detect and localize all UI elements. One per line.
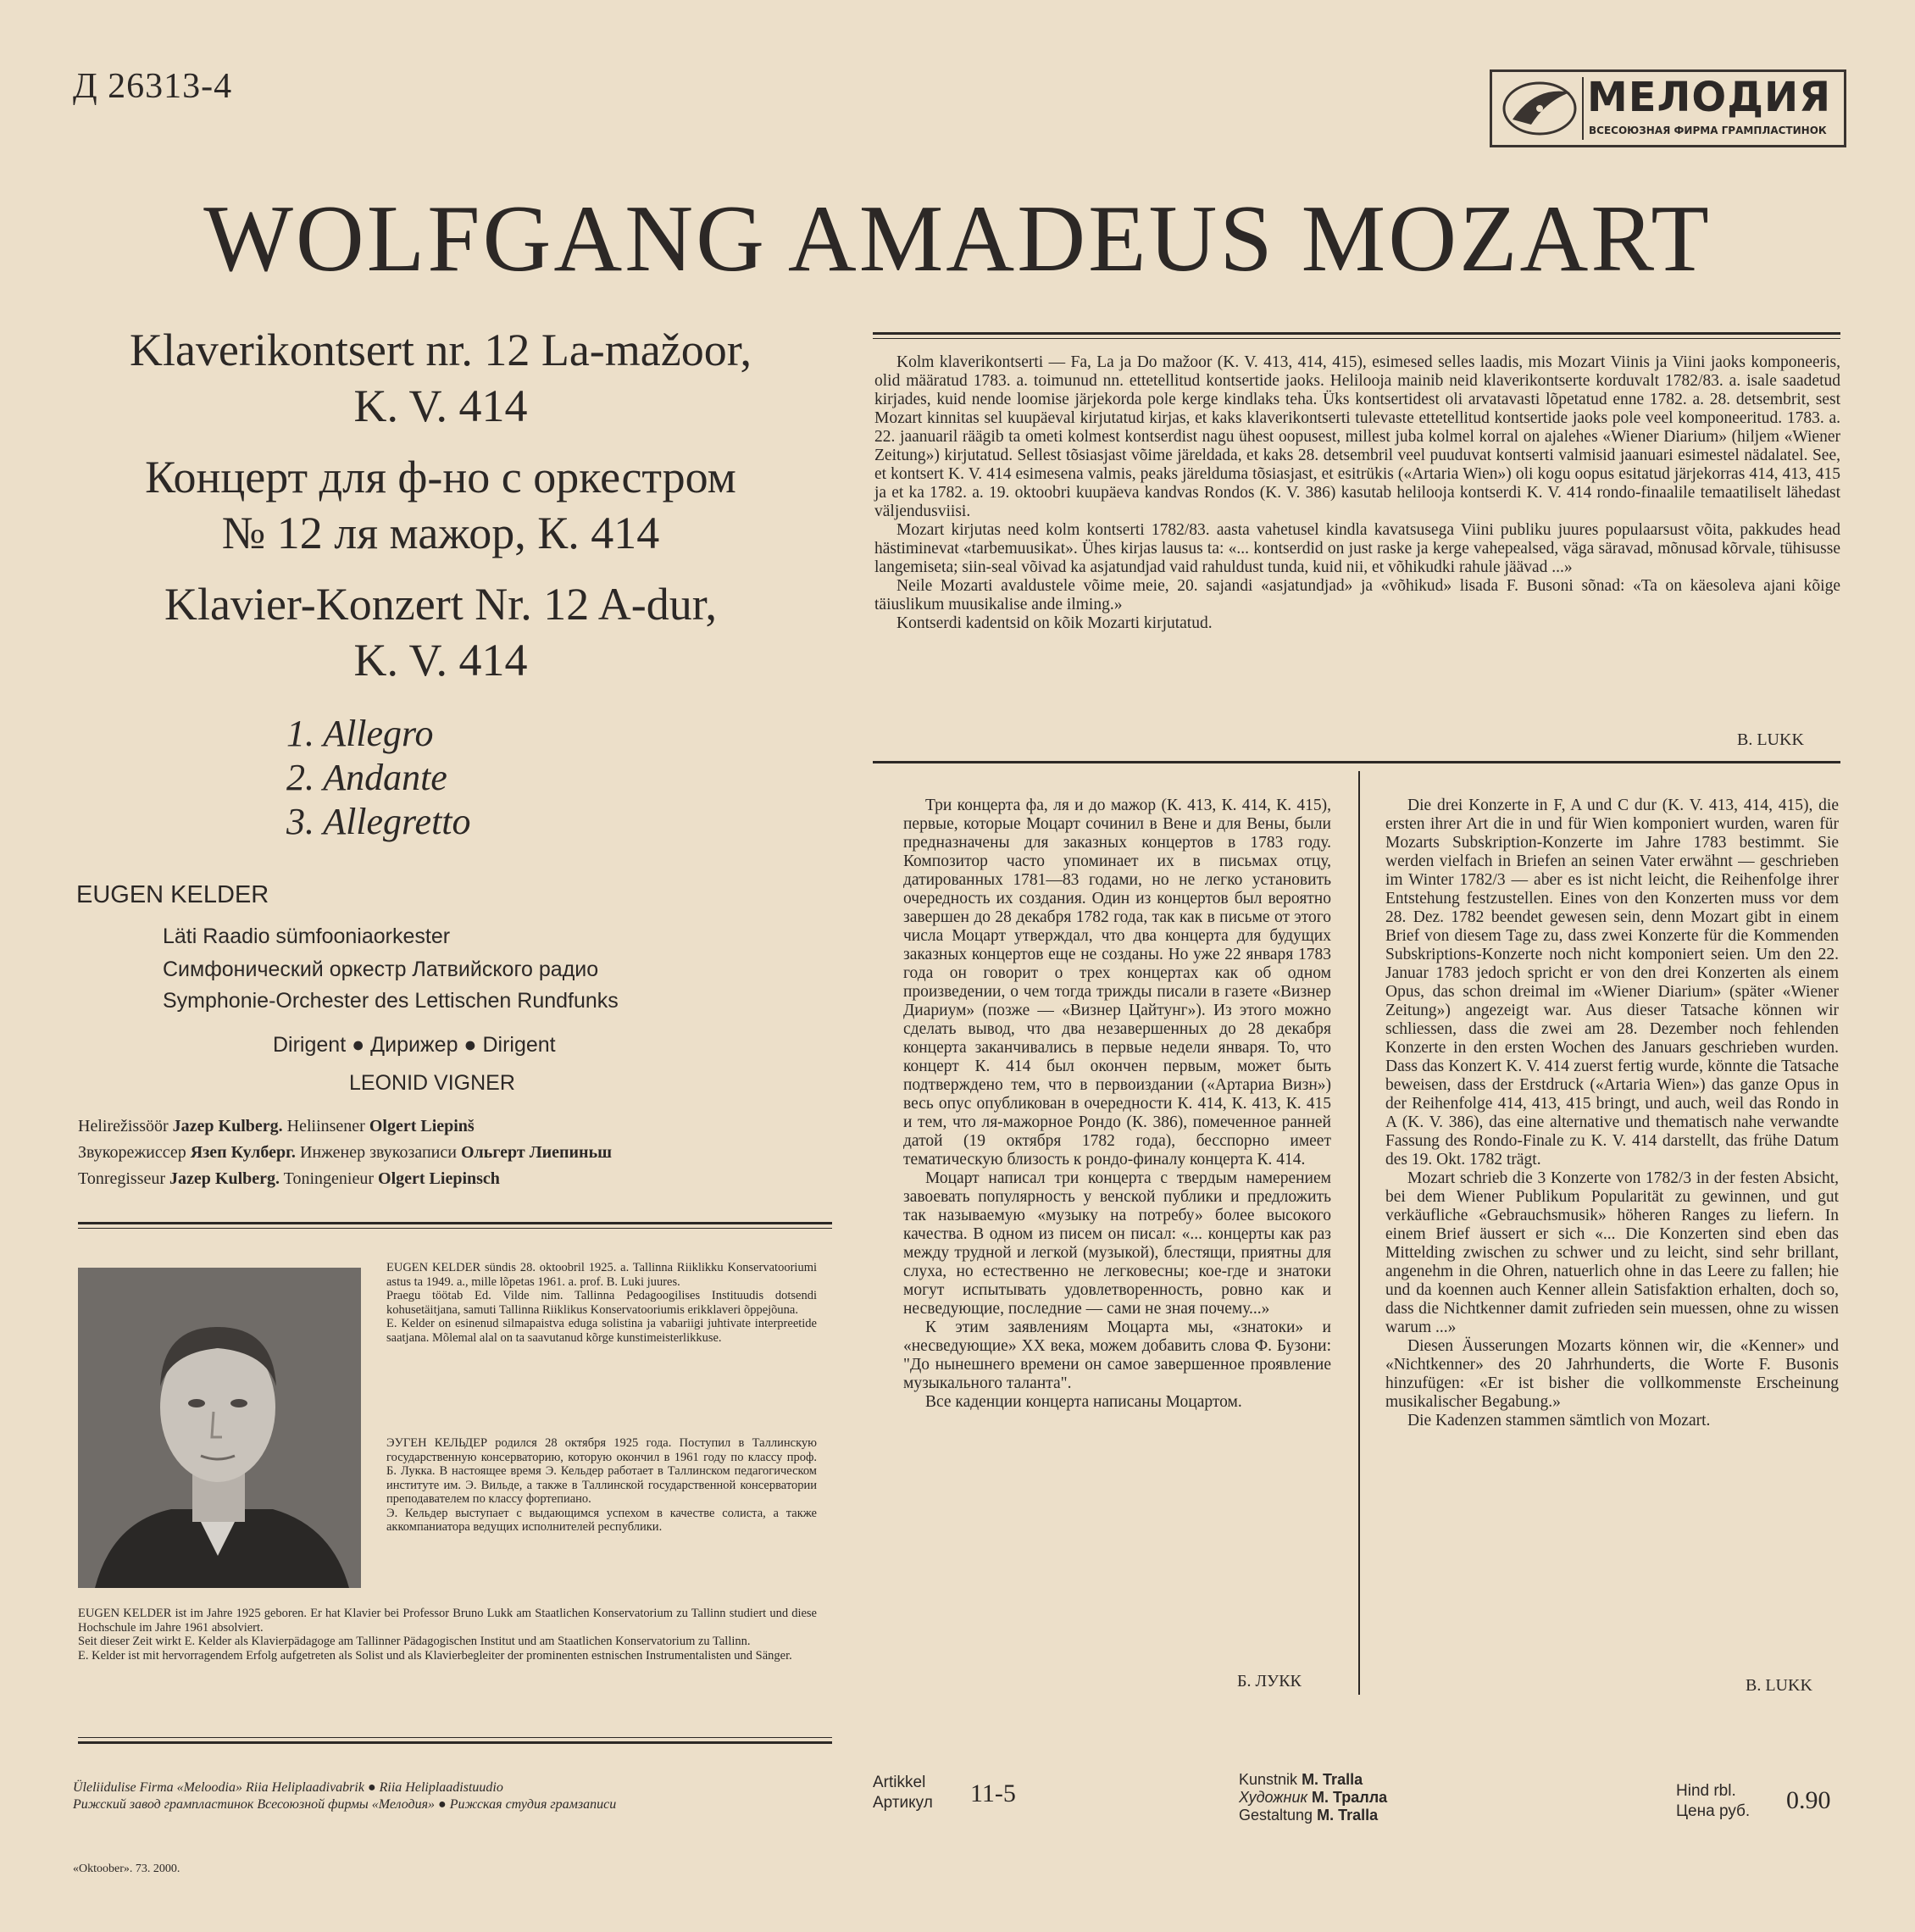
catalog-number: Д 26313-4: [73, 67, 233, 106]
notes-paragraph: Моцарт написал три концерта с твердым намерением завоевать популярность у венской публики и предложить так называемую «музыку на потребу» более высокого качества. В одном из писем он писал: «... концерты как раз между трудной и легкой (музыкой), блестящи, приятны для слуха, но естественно не легковесны; кое-где и знатоки могут испытывать удовлетворенность, ровно как и несведующие, последние — сами не зная почему...»: [903, 1169, 1331, 1318]
label-subtitle: ВСЕСОЮЗНАЯ ФИРМА ГРАМПЛАСТИНОК: [1589, 125, 1827, 136]
publisher-info: [73, 1779, 759, 1813]
publisher-estonian: Üleliidulise Firma «Meloodia» Riia Heliplaadivabrik ● Riia Heliplaadistuudio: [73, 1780, 503, 1795]
record-emblem-icon: [1497, 77, 1584, 140]
notes-german: [1385, 797, 1839, 1430]
movement-item: 1. Allegro: [286, 713, 434, 754]
article-value: 11-5: [970, 1779, 1016, 1807]
label-brand: МЕЛОДИЯ: [1587, 74, 1832, 121]
notes-paragraph: Kolm klaverikontserti — Fa, La ja Do mažoor (K. V. 413, 414, 415), esimesed selles laadis, mis Mozart Viinis ja Viini jaoks komponeeris, olid määratud 1783. a. toimunud nn. ettetellitud kontsertide jaoks. Helilooja mainib neid klaverikontserte korduvalt 1782/83. a. isale saadetud kirjades, kuid nende loomise järjekorda pole kerge kindlaks teha. Üks kontsertidest oli arvatavasti lõpetatud enne 1782. a. 28. detsembrit, sest Mozart kinnitas sel kuupäeval kirjutatud kirjas, et kaks klaverikontserti tulevaste ettetellitud kontsertide jaoks pole veel komponeeritud. 1783. a. 22. jaanuaril räägib ta ometi kolmest kontserdist nagu ühest oopusest, millest juba kolmel korral on ajalehes «Wiener Diarium» (hiljem «Wiener Zeitung») kirjutatud. Sellest tõsiasjast võime järeldada, et kaks 28. detsembril veel puuduvat kontserti valmisid jaanuari esimestel nädalatel. See, et kontsert K. V. 414 esimesena valmis, peaks järelduma tõsiasjast, et esitrükis («Artaria Wien») oli kogu oopus esitatud järjekorras 414, 413, 415 ja et ka 1782. a. 19. oktoobri kuupäeva kandvas Rondos (K. V. 386) kasutab helilooja kontserdi K. V. 414 rondo-finaalile temaatiliselt lähedast väljendusviisi.: [874, 353, 1840, 520]
divider: [78, 1737, 832, 1738]
bio-estonian: [386, 1261, 817, 1345]
conductor-role-et: Dirigent: [273, 1033, 347, 1057]
bio-paragraph: E. Kelder ist mit hervorragendem Erfolg aufgetreten als Solist und als Klavierbegleiter der prominenten estnischen Instrumentalisten und Sänger.: [78, 1648, 792, 1663]
movement-item: 3. Allegretto: [286, 801, 471, 842]
bio-paragraph: Praegu töötab Ed. Vilde nim. Tallinna Pedagoogilises Instituudis dotsendi kohusetäitjana, samuti Tallinna Riiklikus Konservatooriumis erikklaveri õppejõuna.: [386, 1289, 817, 1317]
notes-paragraph: Mozart kirjutas need kolm kontserti 1782/83. aasta vahetusel kindla kavatsusega Viini publiku juures populaarsust võita, pakkudes head hästiminevat «tarbemuusikat». Ühes kirjas lausus ta: «... kontserdid on just raske ja kerge vahepealsed, väga säravad, mõnusad kõrvale, tühisusse langemiseta; siin-seal võivad ka asjatundjad vaid rahuldust tunda, kuid nii, et võhikudki rahule jäävad ...»: [874, 521, 1840, 576]
bio-russian: [386, 1436, 817, 1535]
title-german-line2: K. V. 414: [353, 635, 528, 686]
artist-credit-ru: Художник М. Тралла: [1239, 1789, 1388, 1806]
title-german: [51, 576, 830, 688]
article-labels: [873, 1773, 933, 1813]
notes-paragraph: К этим заявлениям Моцарта мы, «знатоки» и «несведующие» XX века, можем добавить слова Ф. Бузони: "До нынешнего времени он самое завершенное проявление музыкального таланта".: [903, 1319, 1331, 1392]
orchestra-german: Symphonie-Orchester des Lettischen Rundfunks: [163, 989, 619, 1013]
article-label-ru: Артикул: [873, 1794, 933, 1812]
artist-credit-de: Gestaltung M. Tralla: [1239, 1807, 1379, 1824]
notes-russian: [903, 797, 1331, 1412]
title-estonian-line2: K. V. 414: [353, 380, 528, 431]
sound-credits-et: Helirežissöör Jazep Kulberg. Heliinsener Olgert Liepinš: [78, 1117, 475, 1135]
title-russian-line2: № 12 ля мажор, К. 414: [221, 508, 660, 558]
printer-info: «Oktoober». 73. 2000.: [73, 1863, 180, 1875]
conductor-name: LEONID VIGNER: [349, 1071, 515, 1095]
melodiya-logo: [1490, 69, 1846, 147]
bio-paragraph: Э. Кельдер выступает с выдающимся успехом в качестве солиста, а также аккомпаниатора ведущих исполнителей республики.: [386, 1506, 817, 1534]
divider: [873, 761, 1840, 763]
notes-paragraph: Die Kadenzen stammen sämtlich von Mozart.: [1407, 1412, 1711, 1430]
bio-paragraph: EUGEN KELDER sündis 28. oktoobril 1925. a. Tallinna Riiklikku Konservatooriumi astus ta 1949. a., mille lõpetas 1961. a. prof. B. Luki juures.: [386, 1261, 817, 1289]
notes-paragraph: Все каденции концерта написаны Моцартом.: [925, 1393, 1242, 1411]
divider: [78, 1741, 832, 1744]
notes-paragraph: Neile Mozarti avaldustele võime meie, 20. sajandi «asjatundjad» ja «võhikud» lisada F. Busoni sõnad: «Ta on käesoleva ajani kõige täiuslikum muusikalise ande ilming.»: [874, 577, 1840, 613]
soloist-name: EUGEN KELDER: [76, 881, 269, 908]
column-divider: [1358, 771, 1360, 1695]
price-label-et: Hind rbl.: [1676, 1782, 1736, 1800]
orchestra-russian: Симфонический оркестр Латвийского радио: [163, 958, 599, 981]
title-estonian-line1: Klaverikontsert nr. 12 La-mažoor,: [129, 325, 752, 375]
movement-item: 2. Andante: [286, 757, 447, 798]
composer-name: WOLFGANG AMADEUS MOZART: [203, 186, 1712, 291]
notes-estonian: [874, 353, 1840, 633]
bullet-icon: ●: [463, 1033, 477, 1057]
notes-paragraph: Kontserdi kadentsid on kõik Mozarti kirjutatud.: [896, 614, 1213, 632]
price-value: 0.90: [1786, 1786, 1831, 1814]
conductor-role-ru: Дирижер: [370, 1033, 458, 1057]
sound-credits-de: Tonregisseur Jazep Kulberg. Toningenieur Olgert Liepinsch: [78, 1169, 500, 1188]
article-label-et: Artikkel: [873, 1774, 926, 1791]
divider: [873, 338, 1840, 339]
bio-paragraph: E. Kelder on esinenud silmapaistva eduga solistina ja vabariigi juhtivate interpreetide saatjana. Mõlemal alal on ta saavutanud kõrge kunstimeisterlikkuse.: [386, 1317, 817, 1345]
sound-credits: [78, 1113, 612, 1192]
notes-paragraph: Die drei Konzerte in F, A und C dur (K. V. 413, 414, 415), die ersten ihrer Art die in und für Wien komponiert wurden, waren für Mozarts Subskription-Konzerte im Jahre 1783 bestimmt. Sie werden vielfach in Briefen an seinen Vater erwähnt — geschrieben im Winter 1782/3 — aber es ist nicht leicht, die Reihenfolge ihrer Entstehung festzustellen. Eines von den Konzerten muss vor dem 28. Dez. 1782 beendet gewesen sein, denn Mozart gibt in einem Brief von diesem Tage zu, dass zwei Konzerte für die Kommenden Subskriptions-Konzerte noch nicht komponiert seien. Um den 22. Januar 1783 jedoch spricht er von den drei Konzerten als einem Opus, das schon dreimal im «Wiener Diarium» (später «Wiener Zeitung») angezeigt war. Aus dieser Tatsache können wir schliessen, dass die zwei am 28. Dezember noch fehlenden Konzerte in den ersten Wochen des Januars geschrieben wurden. Dass das Konzert K. V. 414 zuerst fertig wurde, könnte die Tatsache beweisen, dass der Erstdruck («Artaria Wien») das ganze Opus in der Reihenfolge 414, 413, 415 bringt, und auch, weil das Rondo in A (K. V. 386), das eine alternative und thematisch nahe verwandte Fassung des Rondo-Finale zu K. V. 414 darstellt, das frühe Datum des 19. Okt. 1782 trägt.: [1385, 797, 1839, 1169]
notes-paragraph: Mozart schrieb die 3 Konzerte von 1782/3 in der festen Absicht, bei dem Wiener Publikum Popularität zu gewinnen, und gut verkäufliche «Gebrauchsmusik» höheren Ranges zu liefern. In einem Brief äussert er sich «... Die Konzerten sind eben das Mittelding zwischen zu schwer und zu leicht, sind sehr brillant, angenehm in die Ohren, natuerlich ohne in das Leere zu fallen; hie und da koennen auch Kenner allein Satisfaktion erhalten, doch so, dass die Nichtkenner damit zufrieden sein muessen, ohne zu wissen warum ...»: [1385, 1169, 1839, 1336]
notes-paragraph: Три концерта фа, ля и до мажор (К. 413, К. 414, К. 415), первые, которые Моцарт сочинил в Вене и для Вены, были предназначены для заказных концертов в 1783 году. Композитор часто упоминает их в письмах отцу, датированных 1781—83 годами, но не легко установить очередность их создания. Один из концертов был вероятно завершен до 28 декабря 1782 года, так как в письме от этого числа Моцарт утверждал, что два концерта для будущих заказных концертов еще не созданы. Но уже 22 января 1783 года он говорит о трех концертах как об одном произведении, о чем тогда трижды писали в газете «Визнер Диариум» (позже — «Визнер Цайтунг»). Из этого можно сделать вывод, что два незавершенных до 28 декабря концерта заканчивались в первые недели января. То, что концерт К. 414 был окончен первым, может быть подтверждено тем, что в первоиздании («Артариа Визн») весь опус опубликован в очередности К. 414, К. 413, К. 415 и тем, что ля-мажорное Рондо (К. 386), помеченное ранней датой (19 октября 1782 года), бесспорно имеет тематическую близость к рондо-финалу концерта К. 414.: [903, 797, 1331, 1169]
notes-paragraph: Diesen Äusserungen Mozarts können wir, die «Kenner» und «Nichtkenner» des 20 Jahrhunderts, die Worte F. Busonis hinzufügen: «Er ist bisher die vollkommenste Erscheinung musikalischer Begabung.»: [1385, 1337, 1839, 1411]
notes-german-signature: B. LUKK: [1746, 1676, 1812, 1695]
bullet-icon: ●: [352, 1033, 365, 1057]
portrait-photo: [78, 1268, 361, 1588]
conductor-role-de: Dirigent: [482, 1033, 556, 1057]
conductor-roles: [273, 1030, 556, 1061]
divider: [78, 1228, 832, 1229]
publisher-russian: Рижский завод грампластинок Всесоюзной фирмы «Мелодия» ● Рижская студия грамзаписи: [73, 1797, 617, 1812]
notes-estonian-signature: B. LUKK: [1737, 730, 1804, 749]
bio-paragraph: ЭУГЕН КЕЛЬДЕР родился 28 октября 1925 года. Поступил в Таллинскую государственную консерваторию, которую окончил в 1961 году по классу проф. Б. Лукка. В настоящее время Э. Кельдер работает в Таллинском педагогическом институте им. Э. Вильде, а также в Таллинской государственной консерватории преподавателем по классу фортепиано.: [386, 1436, 817, 1506]
divider: [78, 1222, 832, 1224]
title-russian: [51, 449, 830, 561]
bio-paragraph: EUGEN KELDER ist im Jahre 1925 geboren. Er hat Klavier bei Professor Bruno Lukk am Staatlichen Konservatorium zu Tallinn studiert und diese Hochschule im Jahre 1961 absolviert.: [78, 1607, 817, 1635]
title-german-line1: Klavier-Konzert Nr. 12 A-dur,: [164, 579, 718, 630]
bio-paragraph: Seit dieser Zeit wirkt E. Kelder als Klavierpädagoge am Tallinner Pädagogischen Institut und am Staatlichen Konservatorium zu Tallinn.: [78, 1635, 751, 1648]
price-label-ru: Цена руб.: [1676, 1802, 1751, 1820]
price-labels: [1676, 1781, 1750, 1822]
orchestra-estonian: Läti Raadio sümfooniaorkester: [163, 924, 451, 948]
bio-german: [78, 1607, 817, 1663]
notes-russian-signature: Б. ЛУКК: [1237, 1672, 1302, 1690]
title-russian-line1: Концерт для ф-но с оркестром: [145, 452, 736, 502]
sound-credits-ru: Звукорежиссер Язеп Кулберг. Инженер звукозаписи Ольгерт Лиепиньш: [78, 1143, 613, 1162]
artist-credits: [1239, 1771, 1387, 1824]
divider: [873, 332, 1840, 335]
title-estonian: [51, 322, 830, 434]
artist-credit-et: Kunstnik M. Tralla: [1239, 1771, 1363, 1788]
movement-list: [286, 712, 471, 844]
